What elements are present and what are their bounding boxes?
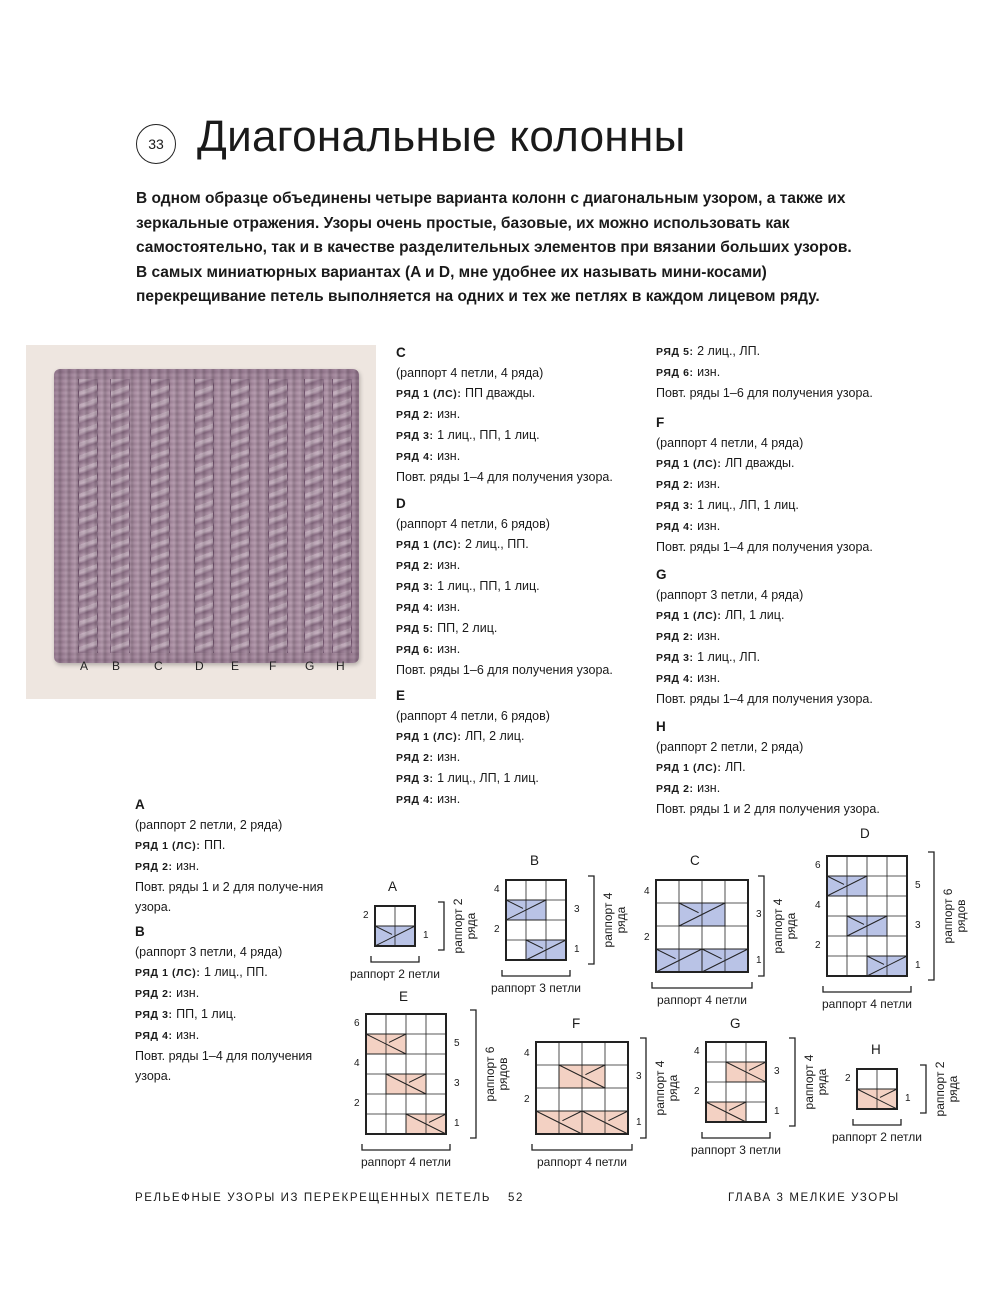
row-number-right: 3 — [636, 1070, 642, 1082]
bracket-path — [438, 902, 444, 950]
pattern-row — [656, 757, 901, 778]
row-text: изн. — [172, 986, 200, 1000]
pattern-repeat: (раппорт 4 петли, 6 рядов) — [396, 709, 550, 723]
pattern-repeat: (раппорт 3 петли, 4 ряда) — [135, 945, 283, 959]
row-number-right: 1 — [636, 1116, 642, 1128]
pattern-row — [396, 618, 641, 639]
pattern-row — [396, 425, 641, 446]
row-label: РЯД 6: — [396, 644, 434, 656]
pattern-row — [135, 835, 330, 856]
pattern-number: 33 — [148, 136, 164, 152]
bracket-path — [371, 956, 419, 962]
cable-column-b — [110, 379, 130, 653]
row-label: РЯД 4: — [656, 673, 694, 685]
row-number-right: 5 — [915, 880, 921, 891]
row-text: ПП. — [200, 838, 226, 852]
row-number-left: 2 — [644, 931, 650, 943]
pattern-row — [656, 605, 901, 626]
photo-label: F — [269, 659, 277, 673]
pattern-block-h — [656, 717, 901, 819]
pattern-row — [656, 341, 901, 362]
pattern-block-e — [396, 686, 641, 810]
bracket-path — [362, 1144, 450, 1150]
repeat-note: Повт. ряды 1–4 для получения узора. — [396, 470, 613, 484]
side-bracket — [789, 1037, 797, 1127]
row-repeat-label: раппорт 4 ряда — [653, 1060, 680, 1116]
row-number-left: 4 — [644, 885, 650, 897]
page-title: Диагональные колонны — [197, 112, 686, 161]
row-label: РЯД 3: — [396, 773, 434, 785]
pattern-row — [656, 516, 901, 537]
row-text: 1 лиц., ПП, 1 лиц. — [433, 428, 540, 442]
cable-column-h — [332, 379, 352, 653]
row-text: изн. — [433, 449, 461, 463]
stitch-repeat-label: раппорт 3 петли — [491, 981, 581, 995]
row-label: РЯД 4: — [135, 1030, 173, 1042]
row-text: ЛП, 1 лиц. — [721, 608, 785, 622]
row-label: РЯД 2: — [135, 861, 173, 873]
pattern-repeat: (раппорт 4 петли, 4 ряда) — [656, 436, 804, 450]
row-number-left: 2 — [524, 1093, 530, 1105]
row-number-right: 1 — [423, 930, 429, 941]
bottom-bracket — [361, 1144, 451, 1152]
row-text: ПП дважды. — [461, 386, 536, 400]
chart-title: H — [871, 1042, 881, 1057]
bracket-path — [470, 1010, 476, 1138]
pattern-block-c — [396, 343, 641, 487]
cable-column-g — [304, 379, 324, 653]
repeat-note: Повт. ряды 1 и 2 для получения узора. — [656, 802, 880, 816]
pattern-row — [656, 668, 901, 689]
footer-section-title: РЕЛЬЕФНЫЕ УЗОРЫ ИЗ ПЕРЕКРЕЩЕННЫХ ПЕТЕЛЬ — [135, 1192, 492, 1204]
row-number-left: 2 — [845, 1073, 851, 1084]
pattern-row — [135, 983, 330, 1004]
row-number-right: 3 — [774, 1066, 780, 1077]
row-label: РЯД 1 (ЛС): — [396, 731, 462, 743]
row-label: РЯД 4: — [656, 521, 694, 533]
repeat-note: Повт. ряды 1–6 для получения узора. — [396, 663, 613, 677]
pattern-block-a — [135, 795, 330, 917]
row-text: 1 лиц., ЛП. — [693, 650, 761, 664]
side-bracket — [588, 875, 596, 965]
row-text: 2 лиц., ПП. — [461, 537, 529, 551]
cable-column-a — [78, 379, 98, 653]
pattern-row — [656, 453, 901, 474]
row-text: изн. — [172, 1028, 200, 1042]
photo-label: A — [80, 659, 89, 673]
pattern-row — [396, 383, 641, 404]
row-label: РЯД 6: — [656, 367, 694, 379]
bracket-path — [789, 1038, 795, 1126]
row-repeat-label: раппорт 4 ряда — [771, 898, 798, 954]
pattern-row — [656, 626, 901, 647]
pattern-key: B — [135, 924, 145, 939]
pattern-row — [656, 495, 901, 516]
chart-title: B — [530, 853, 540, 868]
stitch-chart-f — [535, 1041, 629, 1135]
photo-label: C — [154, 659, 163, 673]
row-repeat-label: раппорт 6 рядов — [483, 1046, 510, 1102]
row-repeat-label: раппорт 2 ряда — [451, 898, 478, 954]
row-text: изн. — [693, 781, 721, 795]
row-number-left: 2 — [363, 910, 369, 921]
row-number-left: 2 — [815, 940, 821, 951]
chart-title: C — [690, 853, 700, 868]
pattern-repeat: (раппорт 3 петли, 4 ряда) — [656, 588, 804, 602]
row-number-right: 3 — [454, 1078, 460, 1089]
pattern-row — [396, 555, 641, 576]
row-label: РЯД 4: — [396, 451, 434, 463]
pattern-row — [396, 747, 641, 768]
row-text: ПП, 2 лиц. — [433, 621, 498, 635]
row-repeat-label: раппорт 2 ряда — [933, 1061, 960, 1117]
pattern-key: A — [135, 797, 145, 812]
bottom-bracket — [822, 986, 912, 994]
pattern-row — [396, 576, 641, 597]
row-text: ЛП дважды. — [721, 456, 795, 470]
pattern-row — [396, 534, 641, 555]
pattern-key: F — [656, 415, 665, 430]
bracket-path — [928, 852, 934, 980]
row-text: 1 лиц., ПП, 1 лиц. — [433, 579, 540, 593]
row-number-right: 5 — [454, 1038, 460, 1049]
stitch-repeat-label: раппорт 4 петли — [657, 993, 747, 1007]
pattern-row — [396, 446, 641, 467]
pattern-key: E — [396, 688, 406, 703]
row-label: РЯД 2: — [656, 783, 694, 795]
photo-label: E — [231, 659, 240, 673]
row-text: изн. — [693, 671, 721, 685]
row-label: РЯД 2: — [656, 631, 694, 643]
row-number-right: 1 — [905, 1093, 911, 1104]
stitch-repeat-label: раппорт 4 петли — [361, 1155, 451, 1169]
repeat-note: Повт. ряды 1–6 для получения узора. — [656, 386, 873, 400]
pattern-row — [396, 789, 641, 810]
row-label: РЯД 1 (ЛС): — [656, 610, 722, 622]
row-number-left: 4 — [354, 1058, 360, 1069]
swatch-photo — [26, 345, 376, 699]
bracket-path — [758, 876, 764, 976]
row-number-right: 1 — [756, 954, 762, 966]
row-label: РЯД 5: — [656, 346, 694, 358]
pattern-row — [135, 962, 330, 983]
cable-column-d — [194, 379, 214, 653]
stitch-chart-b — [505, 879, 567, 961]
pattern-row — [656, 474, 901, 495]
row-number-left: 2 — [494, 924, 500, 935]
knitted-swatch — [54, 369, 359, 663]
side-bracket — [640, 1037, 648, 1139]
pattern-row — [396, 404, 641, 425]
row-repeat-label: раппорт 4 ряда — [802, 1054, 829, 1110]
pattern-block-b — [135, 922, 330, 1086]
row-label: РЯД 2: — [396, 560, 434, 572]
side-bracket — [928, 851, 936, 981]
pattern-repeat: (раппорт 4 петли, 4 ряда) — [396, 366, 544, 380]
row-label: РЯД 1 (ЛС): — [656, 458, 722, 470]
pattern-row — [135, 856, 330, 877]
bottom-bracket — [370, 956, 420, 964]
pattern-row — [135, 1025, 330, 1046]
stitch-repeat-label: раппорт 4 петли — [537, 1155, 627, 1169]
row-label: РЯД 3: — [396, 581, 434, 593]
footer-chapter-title: ГЛАВА 3 МЕЛКИЕ УЗОРЫ — [728, 1192, 900, 1204]
row-text: ЛП. — [721, 760, 746, 774]
bracket-path — [532, 1144, 632, 1150]
stitch-repeat-label: раппорт 3 петли — [691, 1143, 781, 1157]
stitch-chart-d — [826, 855, 908, 977]
pattern-key: G — [656, 567, 667, 582]
pattern-block-g — [656, 565, 901, 709]
row-number-left: 4 — [815, 900, 821, 911]
stitch-chart-h — [856, 1068, 898, 1110]
row-text: 1 лиц., ЛП, 1 лиц. — [693, 498, 799, 512]
stitch-chart-c — [655, 879, 749, 973]
pattern-key: D — [396, 496, 406, 511]
pattern-block-f — [656, 413, 901, 557]
pattern-row — [656, 362, 901, 383]
stitch-chart-e — [365, 1013, 447, 1135]
side-bracket — [758, 875, 766, 977]
bracket-path — [853, 1119, 901, 1125]
row-number-left: 2 — [694, 1086, 700, 1097]
row-number-right: 3 — [915, 920, 921, 931]
side-bracket — [438, 901, 446, 951]
row-text: изн. — [433, 558, 461, 572]
row-text: изн. — [693, 477, 721, 491]
repeat-note: Повт. ряды 1 и 2 для получе-ния узора. — [135, 880, 324, 914]
pattern-row — [396, 726, 641, 747]
row-number-left: 2 — [354, 1098, 360, 1109]
page-number: 52 — [508, 1192, 524, 1204]
row-text: 1 лиц., ПП. — [200, 965, 268, 979]
row-number-left: 6 — [815, 860, 821, 871]
row-label: РЯД 1 (ЛС): — [656, 762, 722, 774]
row-label: РЯД 2: — [396, 752, 434, 764]
repeat-note: Повт. ряды 1–4 для получения узора. — [135, 1049, 313, 1083]
row-text: изн. — [433, 600, 461, 614]
pattern-block-d — [396, 494, 641, 680]
row-text: 1 лиц., ЛП, 1 лиц. — [433, 771, 539, 785]
bracket-path — [640, 1038, 646, 1138]
bracket-path — [588, 876, 594, 964]
row-number-right: 1 — [454, 1118, 460, 1129]
row-label: РЯД 3: — [656, 500, 694, 512]
photo-label: G — [305, 659, 315, 673]
row-number-right: 1 — [915, 960, 921, 971]
chart-title: G — [730, 1016, 741, 1031]
row-label: РЯД 2: — [135, 988, 173, 1000]
intro-paragraph: В одном образце объединены четыре варианта колонн с диагональным узором, а также их зеркальные отражения. Узоры очень простые, базовые, их можно использовать как самостоятельно, так и в качестве разделительных элементов при вязании больших узоров. В самых миниатюрных вариантах (A и D, мне удобнее их называть мини-косами) перекрещивание петель выполняется на одних и тех же петлях в каждом лицевом ряду. — [136, 190, 852, 305]
row-label: РЯД 1 (ЛС): — [135, 840, 201, 852]
pattern-row — [135, 1004, 330, 1025]
photo-label: D — [195, 659, 204, 673]
pattern-block-e-cont — [656, 341, 901, 403]
row-text: изн. — [693, 629, 721, 643]
row-number-right: 3 — [756, 908, 762, 920]
bottom-bracket — [701, 1132, 771, 1140]
row-text: изн. — [433, 642, 461, 656]
row-number-left: 4 — [494, 884, 500, 895]
stitch-repeat-label: раппорт 4 петли — [822, 997, 912, 1011]
pattern-repeat: (раппорт 4 петли, 6 рядов) — [396, 517, 550, 531]
chart-title: F — [572, 1016, 581, 1031]
bottom-bracket — [531, 1144, 633, 1152]
row-label: РЯД 4: — [396, 794, 434, 806]
row-label: РЯД 3: — [656, 652, 694, 664]
photo-label: B — [112, 659, 121, 673]
row-label: РЯД 4: — [396, 602, 434, 614]
stitch-chart-g — [705, 1041, 767, 1123]
row-number-right: 1 — [774, 1106, 780, 1117]
bracket-path — [502, 970, 570, 976]
row-number-left: 6 — [354, 1018, 360, 1029]
row-label: РЯД 1 (ЛС): — [135, 967, 201, 979]
bracket-path — [652, 982, 752, 988]
row-text: 2 лиц., ЛП. — [693, 344, 761, 358]
row-label: РЯД 1 (ЛС): — [396, 539, 462, 551]
repeat-note: Повт. ряды 1–4 для получения узора. — [656, 540, 873, 554]
bracket-path — [920, 1065, 926, 1113]
row-text: изн. — [693, 365, 721, 379]
bracket-path — [823, 986, 911, 992]
row-label: РЯД 3: — [396, 430, 434, 442]
row-label: РЯД 1 (ЛС): — [396, 388, 462, 400]
row-text: изн. — [693, 519, 721, 533]
chart-title: D — [860, 826, 870, 841]
cable-column-e — [230, 379, 250, 653]
pattern-row — [656, 647, 901, 668]
row-label: РЯД 2: — [656, 479, 694, 491]
row-label: РЯД 2: — [396, 409, 434, 421]
row-number-right: 3 — [574, 904, 580, 915]
pattern-number-badge — [136, 124, 176, 164]
pattern-repeat: (раппорт 2 петли, 2 ряда) — [135, 818, 283, 832]
side-bracket — [920, 1064, 928, 1114]
row-repeat-label: раппорт 6 рядов — [941, 888, 968, 944]
bottom-bracket — [651, 982, 753, 990]
pattern-row — [396, 768, 641, 789]
row-text: изн. — [433, 750, 461, 764]
row-text: ПП, 1 лиц. — [172, 1007, 237, 1021]
photo-label: H — [336, 659, 345, 673]
stitch-repeat-label: раппорт 2 петли — [350, 967, 440, 981]
row-text: изн. — [433, 407, 461, 421]
row-label: РЯД 5: — [396, 623, 434, 635]
row-text: изн. — [172, 859, 200, 873]
cable-column-c — [150, 379, 170, 653]
cable-column-f — [268, 379, 288, 653]
pattern-key: H — [656, 719, 666, 734]
row-number-right: 1 — [574, 944, 580, 955]
bottom-bracket — [501, 970, 571, 978]
pattern-repeat: (раппорт 2 петли, 2 ряда) — [656, 740, 804, 754]
row-number-left: 4 — [524, 1047, 530, 1059]
stitch-repeat-label: раппорт 2 петли — [832, 1130, 922, 1144]
bottom-bracket — [852, 1119, 902, 1127]
row-label: РЯД 3: — [135, 1009, 173, 1021]
stitch-chart-a — [374, 905, 416, 947]
row-number-left: 4 — [694, 1046, 700, 1057]
chart-title: E — [399, 989, 409, 1004]
pattern-row — [656, 778, 901, 799]
repeat-note: Повт. ряды 1–4 для получения узора. — [656, 692, 873, 706]
side-bracket — [470, 1009, 478, 1139]
bracket-path — [702, 1132, 770, 1138]
row-text: ЛП, 2 лиц. — [461, 729, 525, 743]
row-text: изн. — [433, 792, 461, 806]
pattern-key: C — [396, 345, 406, 360]
row-repeat-label: раппорт 4 ряда — [601, 892, 628, 948]
pattern-row — [396, 597, 641, 618]
chart-title: A — [388, 879, 398, 894]
pattern-row — [396, 639, 641, 660]
